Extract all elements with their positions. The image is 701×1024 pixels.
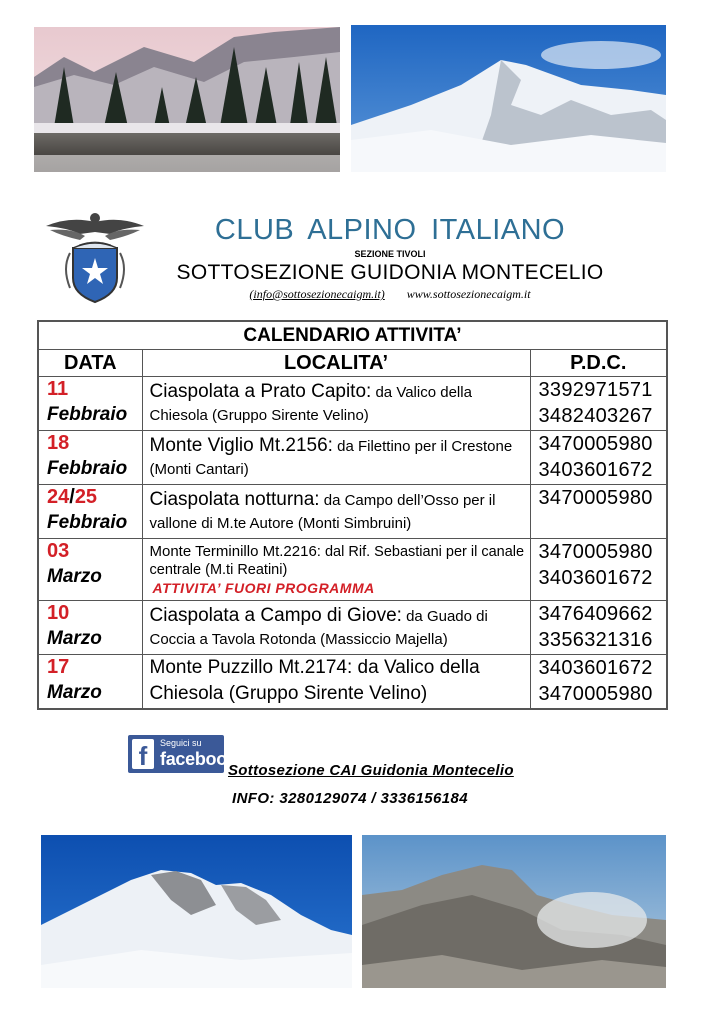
email-link[interactable]: (info@sottosezionecaigm.it) — [249, 287, 385, 301]
cai-logo — [40, 208, 150, 308]
activity-cell — [142, 539, 530, 601]
activity-name: Monte Puzzillo Mt.2174: — [149, 657, 353, 679]
calendar-title: CALENDARIO ATTIVITA’ — [38, 321, 667, 350]
date-cell — [38, 655, 142, 709]
facebook-f-icon: f — [132, 739, 154, 769]
phone-number: 3403601672 — [538, 459, 653, 481]
date-cell — [38, 601, 142, 655]
col-header-localita: LOCALITA’ — [142, 350, 530, 377]
col-header-data: DATA — [38, 350, 142, 377]
activity-desc: dal Rif. Sebastiani per il canale centrale (M.ti Reatini) — [149, 543, 525, 578]
phone-number: 3470005980 — [538, 541, 653, 563]
pdc-cell — [530, 377, 667, 431]
date-cell — [38, 539, 142, 601]
activity-desc: da Filettino per il Crestone (Monti Cantari) — [149, 438, 513, 478]
date-cell — [38, 485, 142, 539]
activity-name: Ciaspolata a Prato Capito: — [149, 381, 372, 402]
activity-desc: da Valico della Chiesola (Gruppo Sirente Velino) — [149, 657, 480, 705]
photo-rocky-summit — [362, 835, 666, 988]
calendar-table — [37, 320, 668, 710]
sottosezione-title: SOTTOSEZIONE GUIDONIA MONTECELIO — [176, 261, 604, 284]
phone-number: 3482403267 — [538, 405, 653, 427]
contacts-line — [150, 287, 630, 302]
activity-name: Monte Viglio Mt.2156: — [149, 435, 333, 456]
date-cell — [38, 431, 142, 485]
activity-name: Monte Terminillo Mt.2216: — [149, 542, 321, 560]
phone-number: 3470005980 — [538, 487, 653, 509]
day-number: 24/25 — [47, 486, 98, 508]
photo-snowy-peak — [351, 25, 666, 172]
out-of-program-note: ATTIVITA’ FUORI PROGRAMMA — [152, 579, 375, 596]
sezione-label: SEZIONE TIVOLI — [354, 249, 426, 259]
phone-number: 3476409662 — [538, 603, 653, 625]
col-header-pdc: P.D.C. — [530, 350, 667, 377]
activity-desc: da Guado di Coccia a Tavola Rotonda (Massiccio Majella) — [149, 608, 488, 648]
month-label: Febbraio — [47, 512, 128, 533]
day-number: 11 — [47, 378, 69, 400]
day-number: 03 — [47, 540, 70, 562]
day-number: 18 — [47, 432, 70, 454]
facebook-follow-text: Seguici su — [160, 738, 202, 748]
pdc-cell — [530, 539, 667, 601]
table-row — [38, 539, 667, 601]
club-title: CLUB ALPINO ITALIANO — [214, 214, 566, 246]
facebook-wordmark: facebook — [160, 749, 237, 769]
activity-desc: da Valico della Chiesola (Gruppo Sirente Velino) — [149, 384, 472, 424]
phone-number: 3392971571 — [538, 379, 653, 401]
pdc-cell — [530, 655, 667, 709]
day-number: 17 — [47, 656, 70, 678]
facebook-page-link[interactable]: Sottosezione CAI Guidonia Montecelio — [228, 762, 514, 779]
phone-number: 3470005980 — [538, 433, 653, 455]
table-row — [38, 601, 667, 655]
activity-cell — [142, 431, 530, 485]
website-link[interactable]: www.sottosezionecaigm.it — [406, 287, 531, 301]
activity-desc: da Campo dell’Osso per il vallone di M.te Autore (Monti Simbruini) — [149, 492, 496, 532]
photo-snow-ridge — [41, 835, 352, 988]
phone-number: 3356321316 — [538, 629, 653, 651]
activity-name: Ciaspolata notturna: — [149, 489, 320, 510]
pdc-cell — [530, 431, 667, 485]
activity-cell — [142, 377, 530, 431]
table-row — [38, 485, 667, 539]
activity-cell — [142, 601, 530, 655]
phone-number: 3403601672 — [538, 567, 653, 589]
day-number: 10 — [47, 602, 70, 624]
table-row — [38, 431, 667, 485]
month-label: Marzo — [47, 682, 102, 703]
activity-cell — [142, 655, 530, 709]
photo-lake-winter — [34, 27, 340, 172]
phone-number: 3470005980 — [538, 683, 653, 705]
date-cell — [38, 377, 142, 431]
month-label: Febbraio — [47, 458, 128, 479]
month-label: Marzo — [47, 566, 102, 587]
pdc-cell — [530, 485, 667, 539]
phone-number: 3403601672 — [538, 657, 653, 679]
month-label: Marzo — [47, 628, 102, 649]
facebook-badge[interactable] — [128, 735, 237, 773]
activity-cell — [142, 485, 530, 539]
month-label: Febbraio — [47, 404, 128, 425]
table-row — [38, 655, 667, 709]
activity-name: Ciaspolata a Campo di Giove: — [149, 605, 402, 626]
info-phones: INFO: 3280129074 / 3336156184 — [232, 790, 468, 807]
table-row — [38, 377, 667, 431]
pdc-cell — [530, 601, 667, 655]
